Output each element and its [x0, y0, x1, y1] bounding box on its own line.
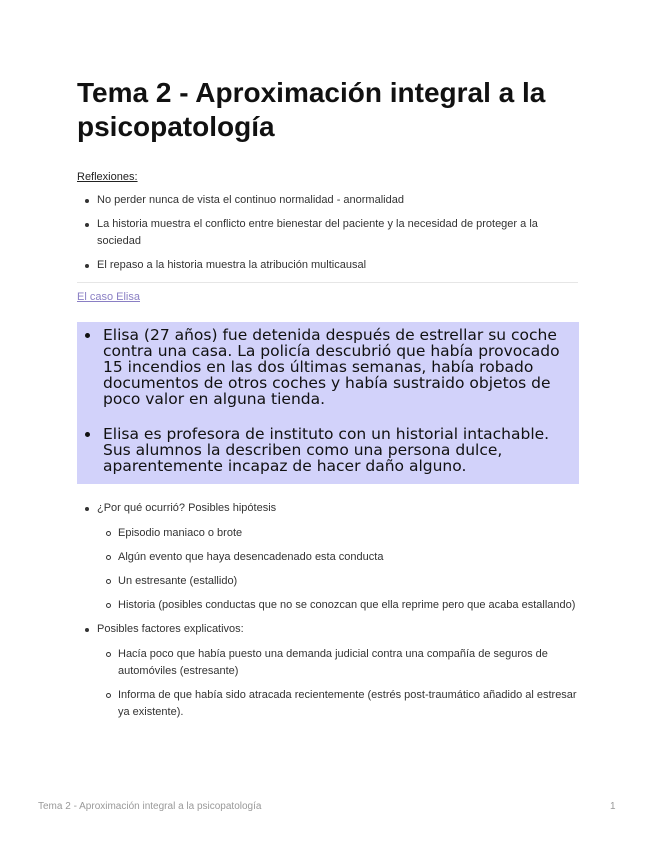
list-item: Un estresante (estallido) — [118, 573, 577, 590]
list-item: El repaso a la historia muestra la atribución multicausal — [97, 257, 577, 274]
slide-item: Elisa (27 años) fue detenida después de estrellar su coche contra una casa. La policía descubrió que había provocado 15 incendios en las dos últimas semanas, había robado documentos de otros coches y había sustraido objetos de poco valor en alguna tienda. — [103, 327, 573, 407]
list-item: No perder nunca de vista el continuo normalidad - anormalidad — [97, 192, 577, 209]
divider — [77, 282, 578, 283]
analysis-list — [97, 500, 577, 728]
factores-label: Posibles factores explicativos: — [97, 623, 244, 635]
page-title: Tema 2 - Aproximación integral a la psicopatología — [77, 77, 546, 142]
factores-item — [97, 621, 577, 721]
slide-list — [103, 327, 573, 493]
list-item: Informa de que había sido atracada recientemente (estrés post-traumático añadido al estresar ya existente). — [118, 687, 577, 721]
list-item: Historia (posibles conductas que no se conozcan que ella reprime pero que acaba estallando) — [118, 597, 577, 614]
caso-elisa-link[interactable]: El caso Elisa — [77, 291, 140, 303]
hipotesis-sublist — [97, 525, 577, 614]
list-item: Episodio maniaco o brote — [118, 525, 577, 542]
list-item: Hacía poco que había puesto una demanda judicial contra una compañía de seguros de automóviles (estresante) — [118, 646, 577, 680]
reflexiones-list — [97, 192, 577, 281]
slide-item: Elisa es profesora de instituto con un historial intachable. Sus alumnos la describen como una persona dulce, aparentemente incapaz de hacer daño alguno. — [103, 426, 573, 474]
factores-sublist — [97, 646, 577, 721]
list-item: La historia muestra el conflicto entre bienestar del paciente y la necesidad de proteger a la sociedad — [97, 216, 577, 250]
reflexiones-heading: Reflexiones: — [77, 171, 138, 183]
page-number: 1 — [610, 801, 616, 812]
hipotesis-label: ¿Por qué ocurrió? Posibles hipótesis — [97, 502, 277, 514]
list-item: Algún evento que haya desencadenado esta conducta — [118, 549, 577, 566]
footer-title: Tema 2 - Aproximación integral a la psicopatología — [38, 801, 262, 812]
hipotesis-item — [97, 500, 577, 614]
slide-image — [77, 322, 579, 484]
